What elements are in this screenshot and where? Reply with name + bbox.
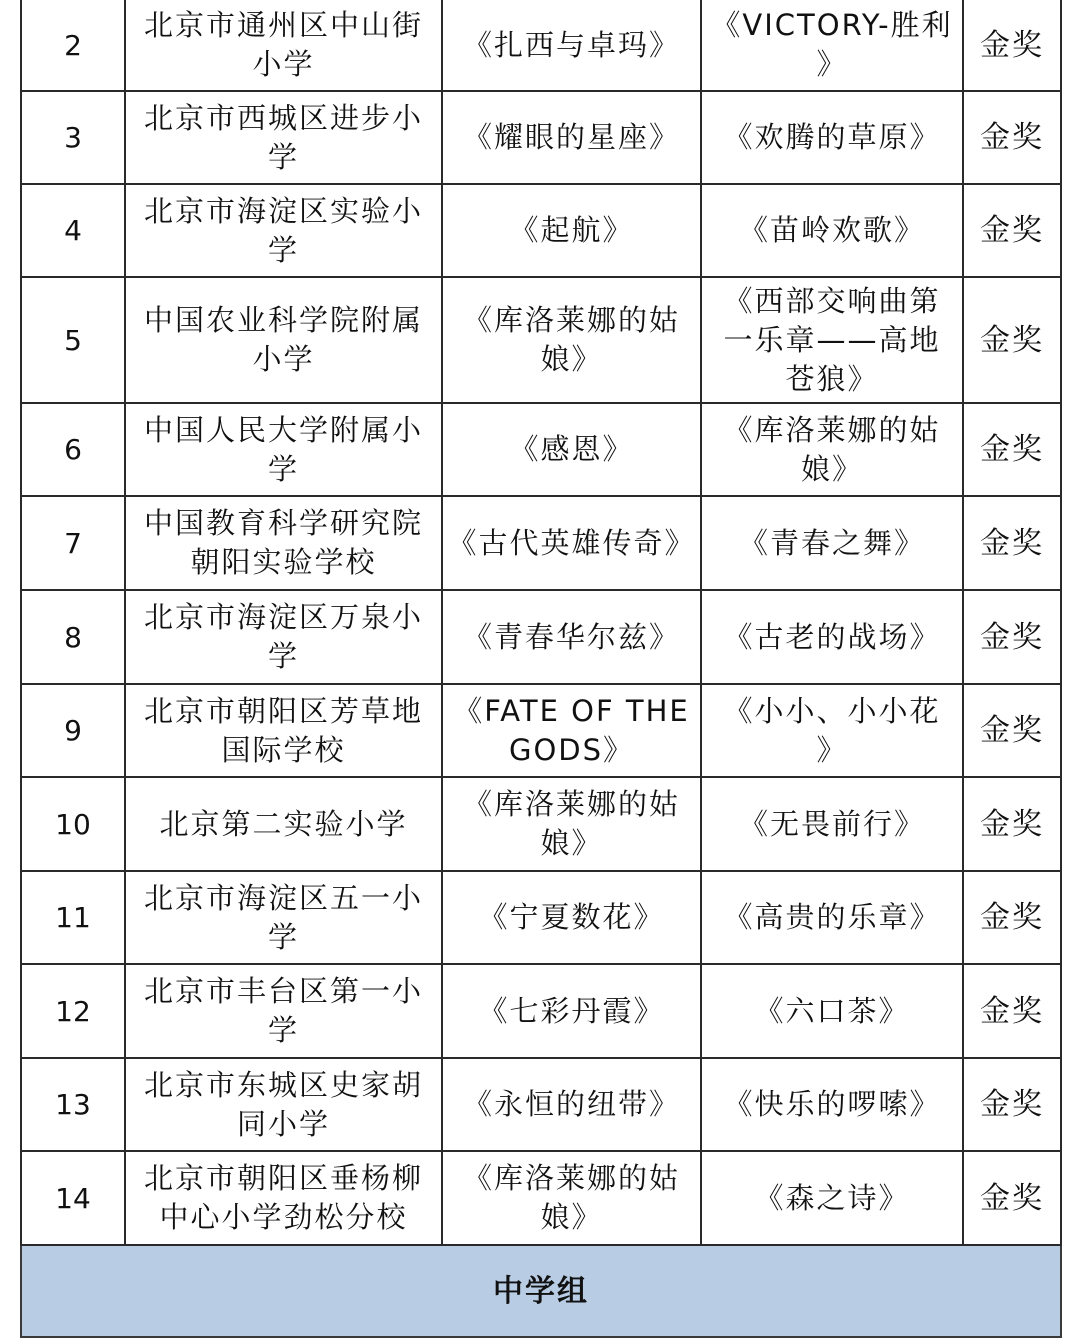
row-number: 7: [21, 496, 125, 590]
piece-1: 《库洛莱娜的姑 娘》: [442, 1151, 701, 1245]
row-number: 5: [21, 277, 125, 403]
piece-1: 《七彩丹霞》: [442, 964, 701, 1058]
awards-table: [20, 0, 1062, 1338]
school-name: 北京市朝阳区垂杨柳 中心小学劲松分校: [125, 1151, 442, 1245]
award: 金奖: [963, 777, 1061, 871]
group-header-row: [21, 1245, 1061, 1337]
school-name: 北京市海淀区万泉小 学: [125, 590, 442, 684]
school-name: 北京第二实验小学: [125, 777, 442, 871]
award: 金奖: [963, 0, 1061, 91]
table-row: [21, 496, 1061, 590]
row-number: 12: [21, 964, 125, 1058]
piece-2: 《西部交响曲第 一乐章——高地 苍狼》: [701, 277, 963, 403]
award: 金奖: [963, 403, 1061, 496]
piece-2: 《库洛莱娜的姑 娘》: [701, 403, 963, 496]
piece-1: 《耀眼的星座》: [442, 91, 701, 184]
piece-2: 《小小、小小花 》: [701, 684, 963, 777]
row-number: 14: [21, 1151, 125, 1245]
piece-2: 《欢腾的草原》: [701, 91, 963, 184]
group-header: 中学组: [21, 1245, 1061, 1337]
school-name: 中国人民大学附属小 学: [125, 403, 442, 496]
piece-1: 《永恒的纽带》: [442, 1058, 701, 1151]
table-row: [21, 277, 1061, 403]
school-name: 北京市海淀区实验小 学: [125, 184, 442, 277]
award: 金奖: [963, 1151, 1061, 1245]
school-name: 北京市通州区中山街 小学: [125, 0, 442, 91]
piece-2: 《森之诗》: [701, 1151, 963, 1245]
piece-2: 《六口茶》: [701, 964, 963, 1058]
table-row: [21, 964, 1061, 1058]
table-row: [21, 777, 1061, 871]
award: 金奖: [963, 871, 1061, 964]
piece-1: 《感恩》: [442, 403, 701, 496]
table-row: [21, 1151, 1061, 1245]
piece-2: 《古老的战场》: [701, 590, 963, 684]
piece-1: 《FATE OF THE GODS》: [442, 684, 701, 777]
award: 金奖: [963, 964, 1061, 1058]
table-row: [21, 590, 1061, 684]
piece-2: 《高贵的乐章》: [701, 871, 963, 964]
row-number: 6: [21, 403, 125, 496]
piece-1: 《库洛莱娜的姑娘》: [442, 777, 701, 871]
piece-2: 《VICTORY-胜利 》: [701, 0, 963, 91]
school-name: 北京市丰台区第一小 学: [125, 964, 442, 1058]
award: 金奖: [963, 590, 1061, 684]
table-row: [21, 184, 1061, 277]
table-row: [21, 403, 1061, 496]
row-number: 11: [21, 871, 125, 964]
table-row: [21, 684, 1061, 777]
row-number: 2: [21, 0, 125, 91]
piece-2: 《青春之舞》: [701, 496, 963, 590]
piece-1: 《青春华尔兹》: [442, 590, 701, 684]
award: 金奖: [963, 184, 1061, 277]
row-number: 9: [21, 684, 125, 777]
piece-2: 《快乐的啰嗦》: [701, 1058, 963, 1151]
row-number: 13: [21, 1058, 125, 1151]
school-name: 中国教育科学研究院 朝阳实验学校: [125, 496, 442, 590]
award: 金奖: [963, 91, 1061, 184]
table-row: [21, 871, 1061, 964]
piece-1: 《库洛莱娜的姑 娘》: [442, 277, 701, 403]
piece-1: 《古代英雄传奇》: [442, 496, 701, 590]
school-name: 北京市海淀区五一小 学: [125, 871, 442, 964]
row-number: 3: [21, 91, 125, 184]
piece-2: 《无畏前行》: [701, 777, 963, 871]
award: 金奖: [963, 277, 1061, 403]
table-row: [21, 91, 1061, 184]
row-number: 4: [21, 184, 125, 277]
row-number: 10: [21, 777, 125, 871]
piece-1: 《扎西与卓玛》: [442, 0, 701, 91]
table-row: [21, 0, 1061, 91]
row-number: 8: [21, 590, 125, 684]
award: 金奖: [963, 684, 1061, 777]
award: 金奖: [963, 496, 1061, 590]
piece-2: 《苗岭欢歌》: [701, 184, 963, 277]
table-row: [21, 1058, 1061, 1151]
school-name: 中国农业科学院附属 小学: [125, 277, 442, 403]
school-name: 北京市西城区进步小 学: [125, 91, 442, 184]
piece-1: 《起航》: [442, 184, 701, 277]
school-name: 北京市朝阳区芳草地 国际学校: [125, 684, 442, 777]
award: 金奖: [963, 1058, 1061, 1151]
piece-1: 《宁夏数花》: [442, 871, 701, 964]
school-name: 北京市东城区史家胡 同小学: [125, 1058, 442, 1151]
